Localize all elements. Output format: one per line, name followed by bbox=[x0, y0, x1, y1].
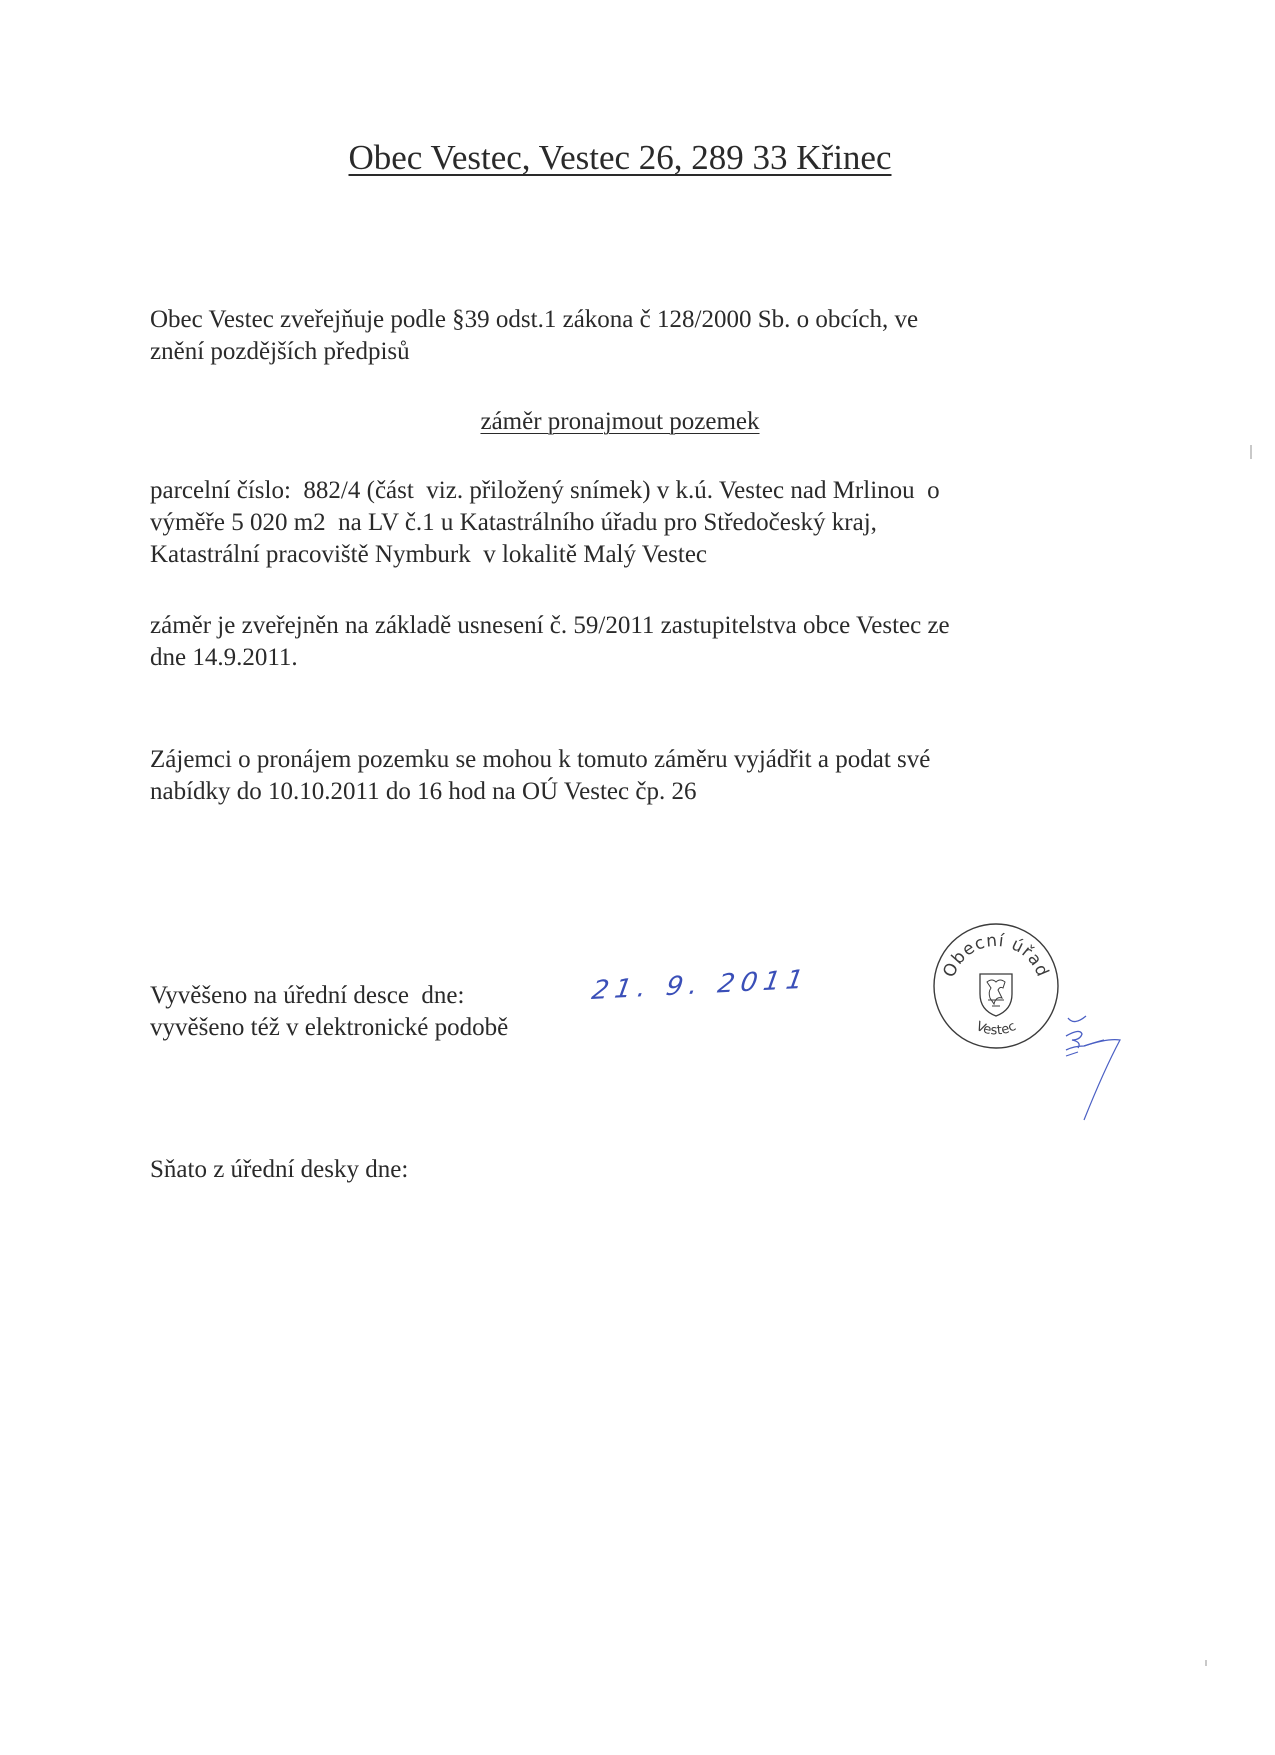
removed-line: Sňato z úřední desky dne: bbox=[150, 1156, 409, 1183]
parcel-line-2: výměře 5 020 m2 na LV č.1 u Katastrálního úřadu pro Středočeský kraj, bbox=[150, 509, 877, 536]
offers-line-1: Zájemci o pronájem pozemku se mohou k tomuto záměru vyjádřit a podat své bbox=[150, 746, 931, 773]
intro-paragraph bbox=[150, 304, 1150, 368]
offers-paragraph bbox=[150, 744, 1150, 808]
intro-line-2: znění pozdějších předpisů bbox=[150, 338, 410, 365]
decision-line-2: dne 14.9.2011. bbox=[150, 644, 298, 671]
parcel-line-3: Katastrální pracoviště Nymburk v lokalitě Malý Vestec bbox=[150, 541, 708, 568]
parcel-paragraph bbox=[150, 475, 1150, 571]
coat-of-arms-icon bbox=[980, 974, 1012, 1016]
official-stamp-icon bbox=[930, 920, 1062, 1052]
parcel-line-1: parcelní číslo: 882/4 (část viz. přiložený snímek) v k.ú. Vestec nad Mrlinou o bbox=[150, 477, 940, 504]
svg-text:Vestec bbox=[974, 1019, 1019, 1038]
decision-paragraph bbox=[150, 610, 1150, 674]
posted-line-1: Vyvěšeno na úřední desce dne: bbox=[150, 982, 465, 1009]
scan-speck bbox=[1205, 1660, 1207, 1666]
document-title: Obec Vestec, Vestec 26, 289 33 Křinec bbox=[348, 138, 892, 177]
intro-line-1: Obec Vestec zveřejňuje podle §39 odst.1 zákona č 128/2000 Sb. o obcích, ve bbox=[150, 306, 919, 333]
signature-icon bbox=[1060, 1010, 1160, 1130]
intent-heading: záměr pronajmout pozemek bbox=[480, 408, 760, 435]
scan-speck bbox=[1250, 445, 1252, 459]
stamp-top-text: Obecní úřad bbox=[939, 930, 1053, 981]
posted-line-2: vyvěšeno též v elektronické podobě bbox=[150, 1014, 509, 1041]
removed-paragraph bbox=[150, 1154, 1150, 1186]
offers-line-2: nabídky do 10.10.2011 do 16 hod na OÚ Vestec čp. 26 bbox=[150, 778, 697, 805]
decision-line-1: záměr je zveřejněn na základě usnesení č. 59/2011 zastupitelstva obce Vestec ze bbox=[150, 612, 950, 639]
handwritten-date: 21. 9. 2011 bbox=[589, 964, 812, 1006]
stamp-bottom-text: Vestec bbox=[973, 1019, 1019, 1039]
